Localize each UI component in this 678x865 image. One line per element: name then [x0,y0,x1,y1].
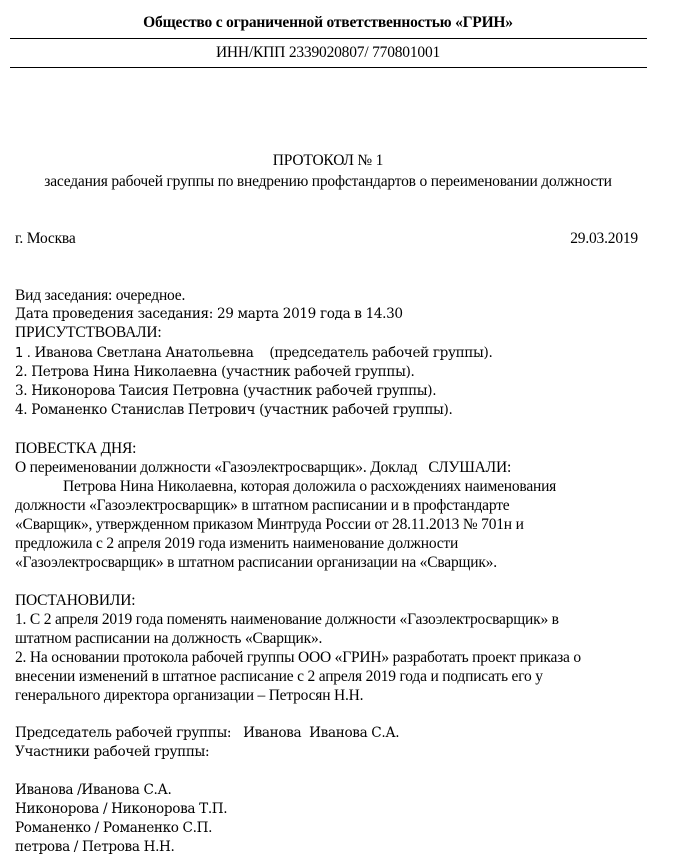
member-signature: петрова / Петрова Н.Н. [15,839,175,855]
present-item-text: Никонорова Таисия Петровна (участник рабочей группы). [27,383,437,399]
header-rule-top [10,38,647,39]
header-rule-bottom [10,67,647,68]
present-item [15,383,436,399]
present-item [15,364,415,380]
present-item-text: Петрова Нина Николаевна (участник рабочей группы). [27,364,415,380]
present-item-number: 3. [15,383,28,399]
present-item-number: 2. [15,364,28,380]
resolution-line: 1. С 2 апреля 2019 года поменять наименование должности «Газоэлектросварщик» в [15,611,559,628]
organization-name: Общество с ограниченной ответственностью «ГРИН» [143,14,513,31]
agenda-line: «Сварщик», утвержденном приказом Минтруда России от 28.11.2013 № 701н и [15,516,524,533]
resolution-line: генерального директора организации – Петросян Н.Н. [15,687,364,704]
members-heading: Участники рабочей группы: [15,744,210,760]
present-item-text: Романенко Станислав Петрович (участник рабочей группы). [27,402,453,418]
member-signature: Романенко / Романенко С.П. [15,820,213,836]
protocol-title: ПРОТОКОЛ № 1 [272,152,384,169]
agenda-line: предложила с 2 апреля 2019 года изменить наименование должности [15,535,459,552]
protocol-subtitle: заседания рабочей группы по внедрению профстандартов о переименовании должности [44,173,612,190]
protocol-date: 29.03.2019 [570,230,638,247]
meeting-datetime: Дата проведения заседания: 29 марта 2019 года в 14.30 [15,306,403,322]
present-item-number: 1 . [15,346,31,361]
city: г. Москва [15,230,76,247]
resolution-line: штатном расписании на должность «Сварщик». [15,630,323,647]
agenda-line: должности «Газоэлектросварщик» в штатном расписании и в профстандарте [15,497,510,514]
present-item-number: 4. [15,402,28,418]
present-item [15,402,452,418]
member-signature: Иванова /Иванова С.А. [15,782,172,798]
agenda-heading: ПОВЕСТКА ДНЯ: [15,440,137,457]
inn-kpp: ИНН/КПП 2339020807/ 770801001 [215,44,441,61]
present-item-text: Иванова Светлана Анатольевна (председатель рабочей группы). [30,345,493,361]
agenda-line: О переименовании должности «Газоэлектросварщик». Доклад СЛУШАЛИ: [15,459,512,476]
resolution-line: 2. На основании протокола рабочей группы ООО «ГРИН» разработать проект приказа о [15,649,581,666]
chair-signature: Председатель рабочей группы: Иванова Иванова С.А. [15,725,400,741]
resolution-heading: ПОСТАНОВИЛИ: [15,592,136,609]
agenda-line: Петрова Нина Николаевна, которая доложила о расхождениях наименования [63,478,557,495]
present-heading: ПРИСУТСТВОВАЛИ: [15,324,162,341]
meeting-type: Вид заседания: очередное. [15,287,186,304]
agenda-line: «Газоэлектросварщик» в штатном расписании организации на «Сварщик». [15,554,497,571]
resolution-line: внесении изменений в штатное расписание с 2 апреля 2019 года и подписать его у [15,668,543,685]
member-signature: Никонорова / Никонорова Т.П. [15,801,228,817]
present-item [15,345,492,361]
